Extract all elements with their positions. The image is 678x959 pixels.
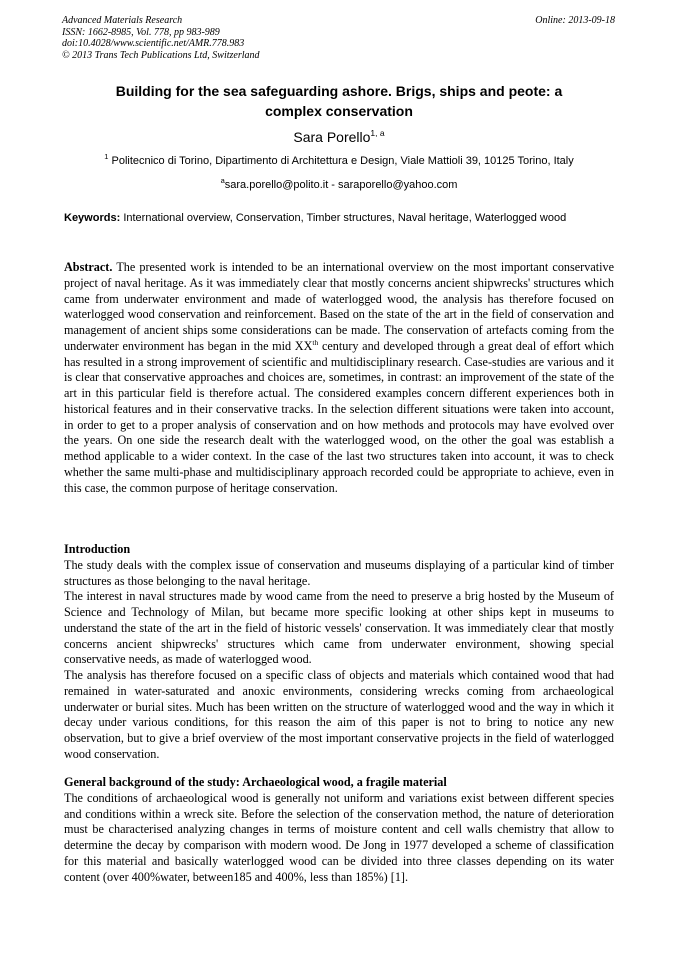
issn-line: ISSN: 1662-8985, Vol. 778, pp 983-989	[62, 26, 220, 38]
email-line	[0, 178, 678, 192]
introduction-heading: Introduction	[64, 542, 131, 556]
introduction-paragraph-2: The interest in naval structures made by wood came from the need to preserve a brig hosted by the Museum of Science and Technology of Milan, but became more specific looking at other ships kept in museums to understand the state of the art in the field of historic vessels' conservation. It was immediately clear that mostly concerns ancient shipwrecks' structures which came from underwater environment, showing special conservative needs, as made of waterlogged wood.	[64, 589, 614, 667]
email-superscript: a	[220, 176, 225, 185]
introduction-paragraph-1: The study deals with the complex issue of conservation and museums displaying of a particular kind of timber structures as those belonging to the naval heritage.	[64, 557, 614, 588]
author-superscript: 1, a	[370, 128, 385, 138]
journal-header	[62, 15, 260, 61]
title-line-2: complex conservation	[265, 103, 413, 119]
author-line	[0, 128, 678, 146]
abstract-label: Abstract.	[64, 260, 113, 274]
introduction-section	[64, 542, 614, 763]
general-background-heading: General background of the study: Archaeological wood, a fragile material	[64, 775, 447, 789]
abstract-superscript: th	[312, 337, 319, 347]
online-date: Online: 2013-09-18	[535, 15, 615, 26]
doi-line: doi:10.4028/www.scientific.net/AMR.778.983	[62, 38, 245, 49]
keywords	[64, 211, 614, 226]
keywords-text: International overview, Conservation, Timber structures, Naval heritage, Waterlogged wood	[123, 212, 567, 224]
abstract-paragraph	[64, 260, 614, 496]
introduction-paragraph-3: The analysis has therefore focused on a specific class of objects and materials which contained wood that had remained in water-saturated and anoxic environments, considering wrecks coming from archaeological underwater or burial sites. Much has been written on the structure of waterlogged wood and the way in which it decay under various conditions, for this reason the aim of this paper is not to bring to notice any new observation, but to give a brief overview of the most important conservative projects in the field of waterlogged wood conservation.	[64, 668, 614, 761]
paper-title	[70, 81, 608, 121]
general-background-paragraph: The conditions of archaeological wood is generally not uniform and variations exist between different species and conditions within a wreck site. Before the selection of the conservation method, the nature of deterioration must be characterised analyzing changes in terms of moisture content and cell walls chemistry that allow to determine the decay by comparison with modern wood. De Jong in 1977 developed a scheme of classification for this material and basically waterlogged wood can be divided into three classes depending on its water content (over 400%water, between185 and 400%, less than 185%) [1].	[64, 790, 614, 884]
journal-name: Advanced Materials Research	[62, 15, 183, 26]
affiliation	[0, 154, 678, 168]
affiliation-text: Politecnico di Torino, Dipartimento di Architettura e Design, Viale Mattioli 39, 10125 Torino, Italy	[111, 155, 574, 167]
general-background-section	[64, 775, 614, 885]
email-text: sara.porello@polito.it - saraporello@yahoo.com	[224, 179, 458, 191]
keywords-label: Keywords:	[64, 212, 121, 224]
affiliation-superscript: 1	[104, 152, 109, 161]
author-name: Sara Porello	[293, 129, 371, 145]
copyright-line: © 2013 Trans Tech Publications Ltd, Switzerland	[62, 49, 260, 61]
title-line-1: Building for the sea safeguarding ashore. Brigs, ships and peote: a	[115, 83, 563, 99]
abstract-text-b: century and developed through a great deal of effort which has resulted in a strong improvement of scientific and multidisciplinary research. Case-studies are various and it is clear that conservative approaches and choices are, sometimes, in contrast: an improvement of the state of the art in this particular field is therefore actual. The considered examples concern different experiences both in historical features and in their conservative tracks. In the selection different situations were taken into account, in order to get to a proper analysis of conservation and on how methods and protocols may have evolved over the years. On one side the research dealt with the waterlogged wood, on the other the goal was establish a method applicable to a wider context. In the case of the last two structures taken into account, it was to check whether the same multi-phase and multidisciplinary approach recorded could be appropriate to achieve, even in this case, the common purpose of heritage conservation.	[64, 338, 615, 495]
abstract-text-a: The presented work is intended to be an international overview on the most important conservative project of naval heritage. As it was immediately clear that mostly concerns ancient shipwrecks' structures which came from underwater environment and made of waterlogged wood, the analysis has therefore focused on waterlogged wood conservation and reinforcement. Based on the state of the art in the field of conservation and management of ancient ships some considerations can be made. The conservation of artefacts coming from the underwater environment has began in the mid XX	[64, 260, 614, 353]
abstract-section	[64, 260, 614, 496]
